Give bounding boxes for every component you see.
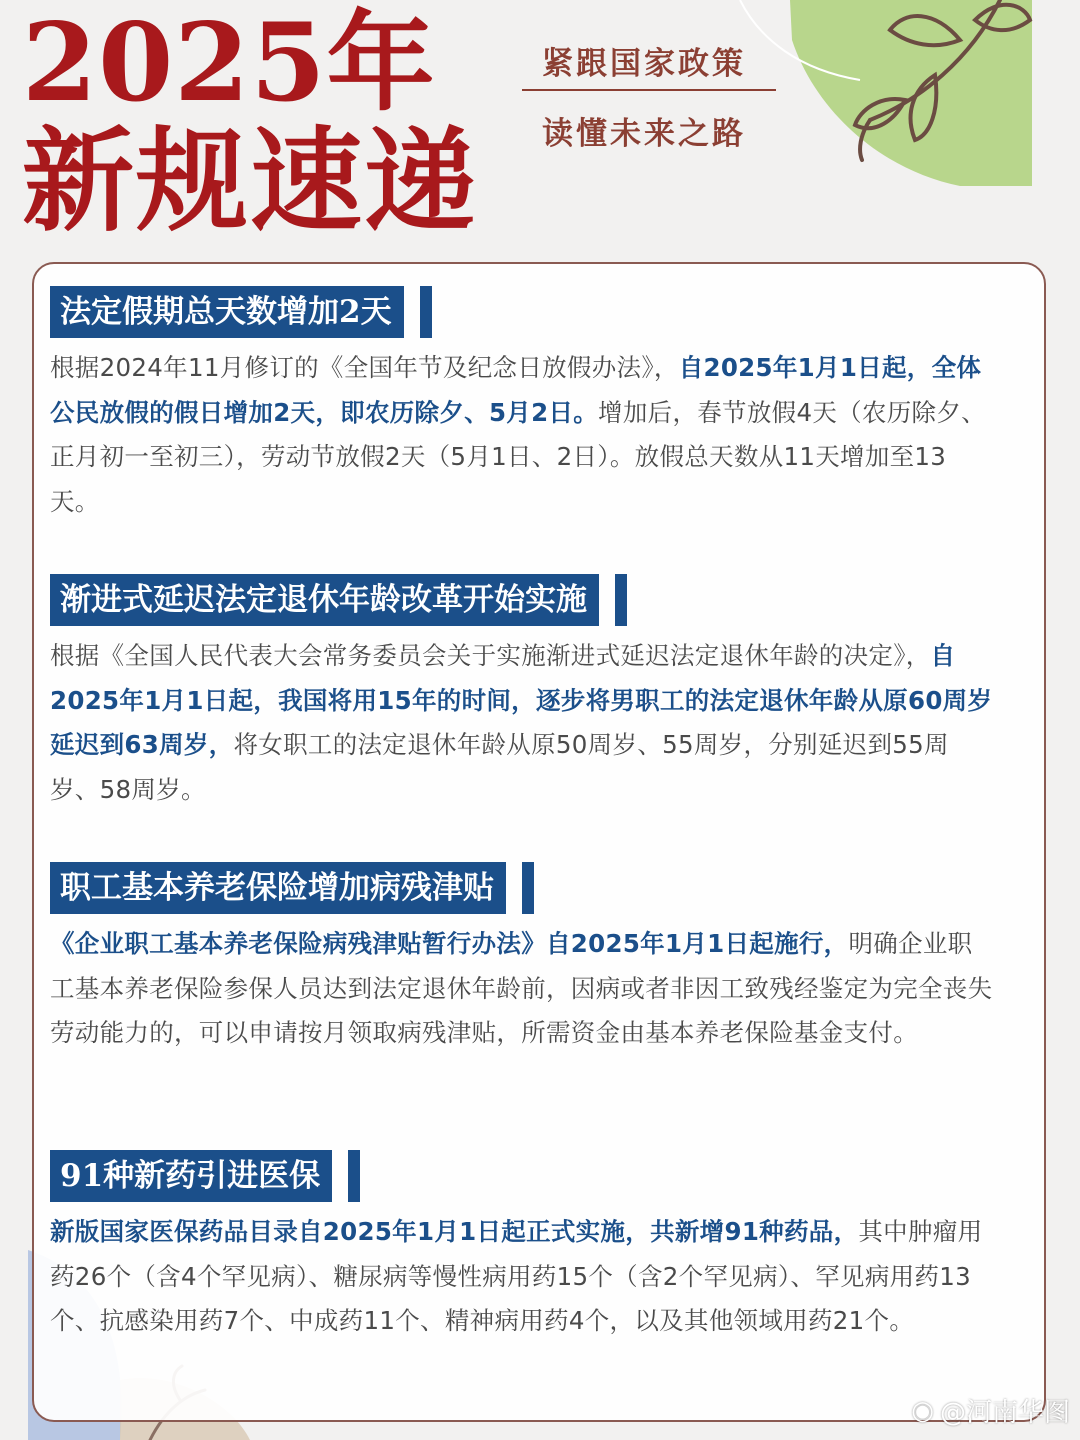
body-highlight: 新版国家医保药品目录自2025年1月1日起正式实施，共新增91种药品， [50, 1217, 859, 1246]
page-title: 新规速递 [22, 116, 478, 247]
section-heading-row [50, 862, 995, 914]
section-heading-row [50, 1150, 995, 1202]
body-text: 根据《全国人民代表大会常务委员会关于实施渐进式延迟法定退休年龄的决定》， [50, 641, 931, 670]
page-title-year: 2025年 [22, 0, 436, 126]
section-heading-row [50, 574, 995, 626]
section-body [50, 634, 995, 812]
section-heading: 职工基本养老保险增加病残津贴 [50, 862, 506, 914]
section-heading-row [50, 286, 995, 338]
section-body [50, 1210, 995, 1344]
body-highlight: 《企业职工基本养老保险病残津贴暂行办法》自2025年1月1日起施行， [50, 929, 849, 958]
slogan-divider [522, 89, 776, 91]
section-holiday [50, 286, 995, 524]
heading-accent-bar [348, 1150, 360, 1202]
body-highlight: 自2025年1月1日起，我国将用15年的时间，逐步将男职工的法定退休年龄从原60周岁延迟到63周岁， [50, 641, 993, 759]
heading-accent-bar [420, 286, 432, 338]
section-heading: 91种新药引进医保 [50, 1150, 332, 1202]
body-highlight: 自2025年1月1日起，全体公民放假的假日增加2天，即农历除夕、5月2日。 [50, 353, 982, 427]
body-text: 明确企业职工基本养老保险参保人员达到法定退休年龄前，因病或者非因工致残经鉴定为完全丧失劳动能力的，可以申请按月领取病残津贴，所需资金由基本养老保险基金支付。 [50, 929, 993, 1047]
section-body [50, 346, 995, 524]
watermark-text: @河南华图 [939, 1398, 1070, 1428]
slogan-line-1: 紧跟国家政策 [542, 46, 746, 82]
heading-accent-bar [615, 574, 627, 626]
section-heading: 法定假期总天数增加2天 [50, 286, 404, 338]
slogan-line-2: 读懂未来之路 [542, 116, 746, 152]
body-text: 根据2024年11月修订的《全国年节及纪念日放假办法》， [50, 353, 679, 382]
body-text: 将女职工的法定退休年龄从原50周岁、55周岁，分别延迟到55周岁、58周岁。 [50, 730, 949, 804]
section-body [50, 922, 995, 1056]
section-medical-insurance [50, 1150, 995, 1344]
body-text: 增加后，春节放假4天（农历除夕、正月初一至初三），劳动节放假2天（5月1日、2日）。放假总天数从11天增加至13天。 [50, 397, 986, 516]
body-text: 其中肿瘤用药26个（含4个罕见病）、糖尿病等慢性病用药15个（含2个罕见病）、罕见病用药13个、抗感染用药7个、中成药11个、精神病用药4个，以及其他领域用药21个。 [50, 1217, 983, 1335]
weibo-icon: ◉ [911, 1395, 934, 1426]
section-disability-allowance [50, 862, 995, 1056]
watermark [911, 1392, 1070, 1429]
heading-accent-bar [522, 862, 534, 914]
section-retirement [50, 574, 995, 812]
section-heading: 渐进式延迟法定退休年龄改革开始实施 [50, 574, 599, 626]
